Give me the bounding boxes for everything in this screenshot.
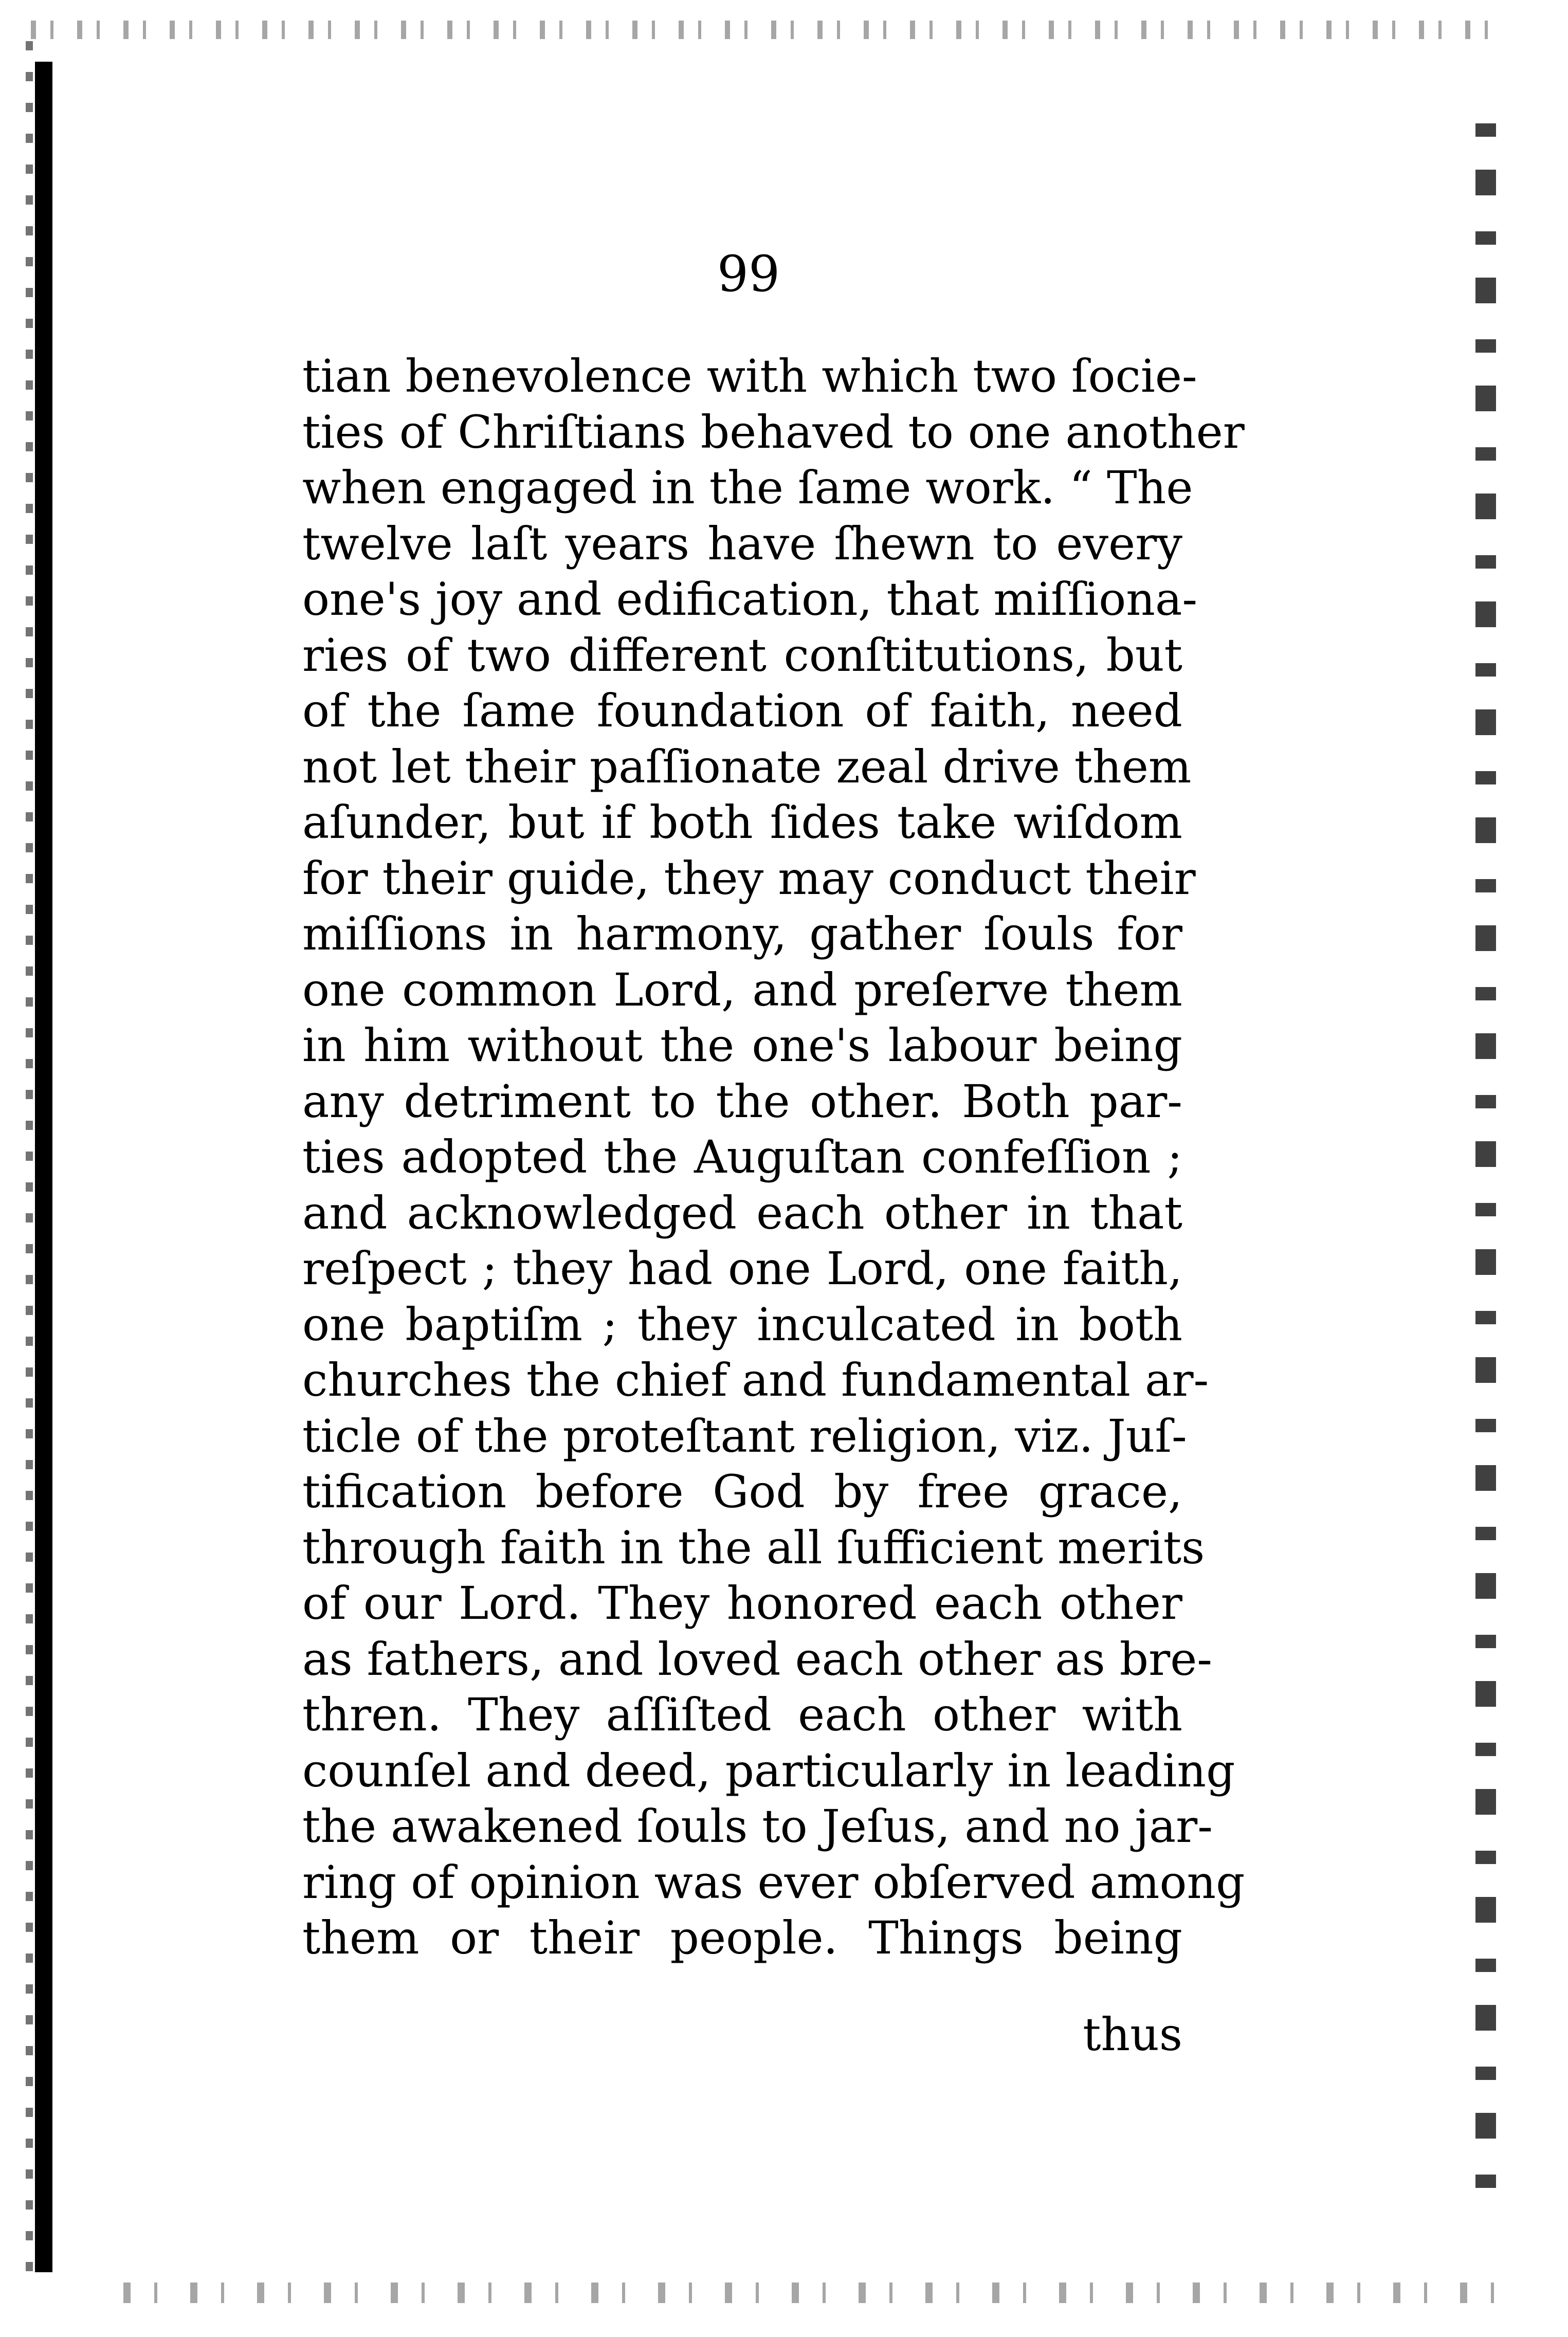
text-line: tification before God by free grace, xyxy=(302,1465,1182,1518)
scan-bottom-edge xyxy=(123,2283,1501,2303)
text-line: ticle of the proteſtant religion, viz. Juſ- xyxy=(302,1409,1187,1463)
text-line: in him without the one's labour being xyxy=(302,1019,1182,1072)
text-line: aſunder, but if both ſides take wiſdom xyxy=(302,796,1182,849)
text-line: one's joy and edification, that miſſiona- xyxy=(302,573,1198,626)
text-line: not let their paſſionate zeal drive them xyxy=(302,740,1192,793)
scan-binding-edge xyxy=(35,62,52,2272)
text-line: ries of two different conſtitutions, but xyxy=(302,628,1182,682)
text-line: of our Lord. They honored each other xyxy=(302,1577,1182,1630)
page-number: 99 xyxy=(717,245,780,303)
text-line: as fathers, and loved each other as bre- xyxy=(302,1632,1213,1686)
catchword: thus xyxy=(1083,2008,1182,2061)
text-line: ties of Chriſtians behaved to one another xyxy=(302,405,1245,459)
text-line: when engaged in the ſame work. “ The xyxy=(302,461,1193,514)
text-line: twelve laſt years have ſhewn to every xyxy=(302,517,1182,570)
text-line: them or their people. Things being xyxy=(302,1911,1182,1964)
text-line: churches the chief and fundamental ar- xyxy=(302,1354,1209,1407)
text-line: reſpect ; they had one Lord, one faith, xyxy=(302,1242,1182,1295)
text-line: through faith in the all ſufficient merits xyxy=(302,1521,1205,1574)
text-line: thren. They aſſiſted each other with xyxy=(302,1688,1182,1741)
text-line: tian benevolence with which two ſocie- xyxy=(302,350,1197,403)
text-line: the awakened ſouls to Jeſus, and no jar- xyxy=(302,1800,1213,1853)
text-line: miſſions in harmony, gather ſouls for xyxy=(302,907,1182,960)
body-text xyxy=(302,349,1245,1966)
text-line: counſel and deed, particularly in leading xyxy=(302,1744,1235,1797)
text-line: one common Lord, and preſerve them xyxy=(302,963,1182,1016)
scan-top-edge xyxy=(31,21,1501,39)
scan-binding-shadow xyxy=(26,41,33,2293)
text-line: any detriment to the other. Both par- xyxy=(302,1074,1182,1128)
text-line: one baptiſm ; they inculcated in both xyxy=(302,1298,1182,1351)
text-line: ties adopted the Auguſtan confeſſion ; xyxy=(302,1130,1182,1183)
text-line: of the ſame foundation of faith, need xyxy=(302,684,1182,737)
text-line: and acknowledged each other in that xyxy=(302,1186,1182,1239)
scan-right-edge xyxy=(1475,123,1496,2200)
text-line: for their guide, they may conduct their xyxy=(302,851,1196,905)
text-line: ring of opinion was ever obſerved among xyxy=(302,1855,1245,1909)
